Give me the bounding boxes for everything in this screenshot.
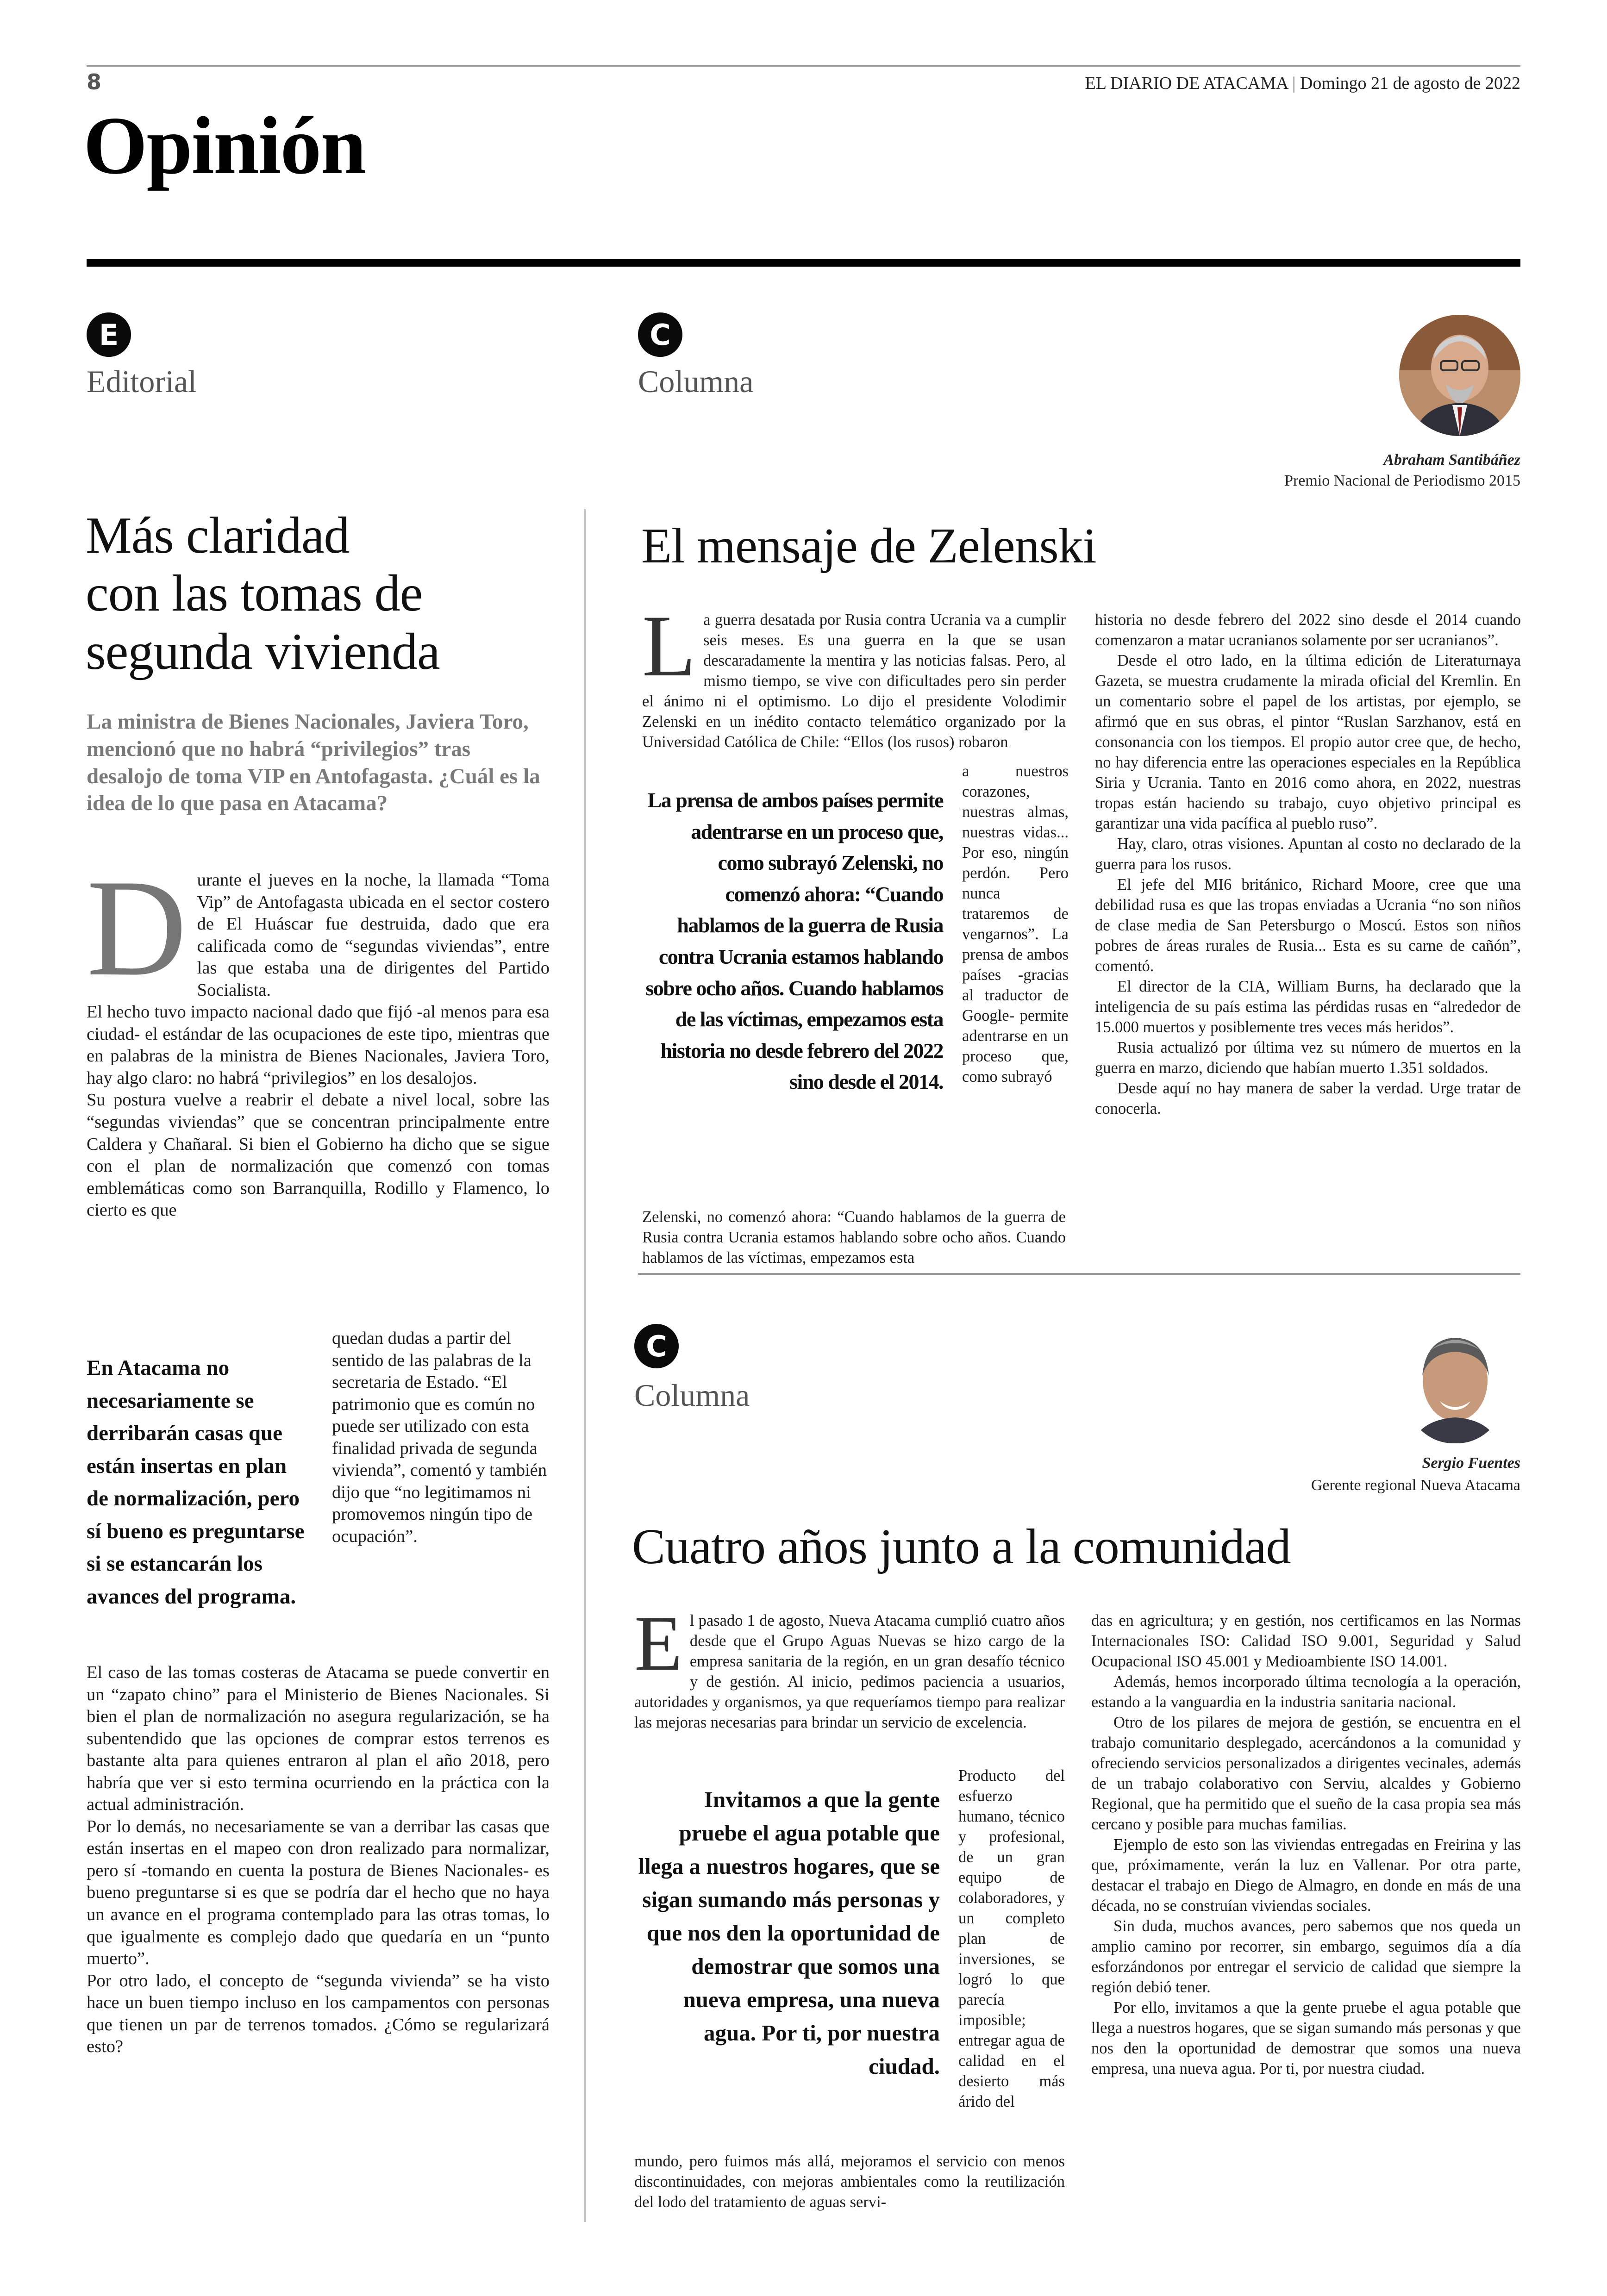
column1-kicker: Columna <box>638 364 754 399</box>
section-rule <box>87 259 1520 267</box>
editorial-body-bottom <box>87 1662 550 2058</box>
column1-right <box>1095 610 1521 1119</box>
column2-paragraph: Además, hemos incorporado última tecnología a la operación, estando a la vanguardia en la industria sanitaria nacional. <box>1091 1672 1521 1711</box>
column1-dropcap: L <box>642 598 696 695</box>
editorial-headline-line: con las tomas de <box>86 565 423 623</box>
editorial-badge: E <box>87 312 131 357</box>
sergio-fuentes-avatar <box>1403 1325 1507 1443</box>
editorial-paragraph: El hecho tuvo impacto nacional dado que fijó -al menos para esa ciudad- el estándar de las ocupaciones de este tipo, mientras que en palabras de la ministra de Bienes Nacionales, Javiera Toro, hay algo claro: no habrá “privilegios” en los desalojos. <box>87 1002 550 1088</box>
column1-paragraph: Desde aquí no hay manera de saber la verdad. Urge tratar de conocerla. <box>1095 1079 1521 1117</box>
column2-paragraph: Producto del esfuerzo humano, técnico y profesional, de un gran equipo de colaboradores, y un completo plan de inversiones, se logró lo que parecía imposible; entregar agua de calidad en el desierto más árido del <box>958 1767 1065 2110</box>
editorial-dropcap: D <box>87 851 187 1004</box>
column1-pullquote: La prensa de ambos países permite adentrarse en un proceso que, como subrayó Zelenski, no comenzó ahora: “Cuando hablamos de la guerra de Rusia contra Ucrania estamos hablando sobre ocho años. Cuando hablamos de las víctimas, empezamos esta historia no desde febrero del 2022 sino desde el 2014. <box>645 788 943 1094</box>
abraham-santibanez-avatar <box>1399 315 1520 436</box>
column1-paragraph: historia no desde febrero del 2022 sino desde el 2014 cuando comenzaron a matar ucranianos solamente por ser ucranianos”. <box>1095 611 1521 649</box>
column2-headline: Cuatro años junto a la comunidad <box>632 1519 1291 1574</box>
column2-pullquote: Invitamos a que la gente pruebe el agua potable que llega a nuestros hogares, que se sigan sumando más personas y que nos den la oportunidad de demostrar que somos una nueva empresa, una nueva agua. Por ti, por nuestra ciudad. <box>638 1787 940 2079</box>
editorial-paragraph: Su postura vuelve a reabrir el debate a nivel local, sobre las “segundas viviendas” que se concentran principalmente entre Caldera y Chañaral. Si bien el Gobierno ha dicho que se sigue con el plan de normalización que comenzó con tomas emblemáticas como son Barranquilla, Rodillo y Flamenco, lo cierto es que <box>87 1090 550 1220</box>
column2-kicker: Columna <box>634 1378 750 1413</box>
column2-right <box>1091 1611 1521 2079</box>
column2-paragraph: Otro de los pilares de mejora de gestión, se encuentra en el trabajo comunitario desplegado, acercándonos a la comunidad y ofreciendo servicios personalizados a dirigentes vecinales, además de un trabajo colaborativo con Serviu, alcaldes y Gobierno Regional, que ha permitido que el sueño de la casa propia sea más cercano y posible para muchas familias. <box>1091 1713 1521 1833</box>
newspaper-name: EL DIARIO DE ATACAMA <box>1085 74 1288 93</box>
editorial-body-narrow <box>332 1328 550 1547</box>
editorial-paragraph: Por lo demás, no necesariamente se van a derribar las casas que están insertas en el mapeo con dron realizado para normalizar, pero sí -tomando en cuenta la postura de Bienes Nacionales- es bueno preguntarse si es que se podría dar el hecho que no haya un avance en el programa contemplado para las otras tomas, lo que igualmente es complejo dado que quedaría en un “punto muerto”. <box>87 1816 550 1969</box>
editorial-kicker: Editorial <box>87 364 197 399</box>
column-divider <box>584 509 586 2222</box>
column2-badge: C <box>634 1324 679 1368</box>
page-number: 8 <box>87 69 102 94</box>
column2-paragraph: Por ello, invitamos a que la gente pruebe el agua potable que llega a nuestros hogares, que se sigan sumando más personas y que nos den la oportunidad de demostrar que somos una nueva empresa, una nueva agua. Por ti, por nuestra ciudad. <box>1091 1998 1521 2078</box>
editorial-lead: La ministra de Bienes Nacionales, Javiera Toro, mencionó que no habrá “privilegios” tras desalojo de toma VIP en Antofagasta. ¿Cuál es la idea de lo que pasa en Atacama? <box>87 710 540 816</box>
column1-headline: El mensaje de Zelenski <box>641 518 1096 574</box>
editorial-paragraph: quedan dudas a partir del sentido de las palabras de la secretaria de Estado. “El patrimonio que es común no puede ser utilizado con esta finalidad privada de segunda vivienda”, comentó y también dijo que “no legitimamos ni promovemos ningún tipo de ocupación”. <box>332 1329 547 1546</box>
editorial-paragraph: El caso de las tomas costeras de Atacama se puede convertir en un “zapato chino” para el Ministerio de Bienes Nacionales. Si bien el plan de normalización no asegura regularización, se ha subentendido que las opciones de comprar estos terrenos es bastante alta para quienes entraron al plan el año 2018, pero habría que ver si esto termina ocurriendo en la práctica con la actual administración. <box>87 1663 550 1815</box>
column1-paragraph: Desde el otro lado, en la última edición de Literaturnaya Gazeta, se muestra crudamente la mirada oficial del Kremlin. En un comentario sobre el papel de los artistas, por ejemplo, se afirmó que en sus obras, el pintor “Ruslan Sarzhanov, está en consonancia con los tiempos. El propio autor cree que, de hecho, no hay diferencia entre las operaciones especiales en la República Siria y Ucrania. Tanto en 2016 como ahora, en 2022, nuestras tropas están haciendo su trabajo, cuyo objetivo principal es garantizar una vida pacífica al pueblo ruso”. <box>1095 651 1521 832</box>
column2-paragraph: mundo, pero fuimos más allá, mejoramos el servicio con menos discontinuidades, con mejoras ambientales como la reutilización del lodo del tratamiento de aguas servi- <box>634 2152 1065 2211</box>
column1-paragraph: Rusia actualizó por última vez su número de muertos en la guerra en marzo, diciendo que habían muerto 1.351 soldados. <box>1095 1038 1521 1077</box>
column2-author: Sergio Fuentes <box>1422 1454 1520 1472</box>
column2-dropcap: E <box>634 1600 682 1687</box>
issue-date: Domingo 21 de agosto de 2022 <box>1300 74 1520 93</box>
editorial-headline <box>86 507 572 681</box>
column1-author-role: Premio Nacional de Periodismo 2015 <box>1284 472 1520 489</box>
editorial-headline-line: segunda vivienda <box>86 623 440 680</box>
editorial-pullquote: En Atacama no necesariamente se derribarán casas que están insertas en plan de normalización, pero sí bueno es preguntarse si se estancarán los avances del programa. <box>87 1356 305 1609</box>
column2-narrow <box>958 1766 1065 2112</box>
editorial-headline-line: Más claridad <box>86 507 350 564</box>
column2-author-role: Gerente regional Nueva Atacama <box>1311 1477 1520 1494</box>
column2-paragraph: Ejemplo de esto son las viviendas entregadas en Freirina y las que, próximamente, verán la luz en Vallenar. Por otra parte, destacar el trabajo en Diego de Almagro, en donde en más de una década, no se construían viviendas sociales. <box>1091 1835 1521 1915</box>
column1-badge: C <box>638 312 682 357</box>
column1-paragraph: El director de la CIA, William Burns, ha declarado que la inteligencia de su país estima las pérdidas rusas en “alrededor de 15.000 muertos y posiblemente tres veces más heridos”. <box>1095 977 1521 1036</box>
column2-paragraph: das en agricultura; y en gestión, nos certificamos en las Normas Internacionales ISO: Calidad ISO 9.001, Seguridad y Salud Ocupacional ISO 45.001 y Medioambiente ISO 14.001. <box>1091 1612 1521 1670</box>
columns-divider <box>638 1273 1520 1275</box>
column2-intro <box>634 1600 1065 1733</box>
column1-tail <box>642 1207 1066 1268</box>
column1-narrow <box>962 761 1069 1087</box>
masthead-separator: | <box>1292 74 1296 93</box>
column1-intro <box>642 598 1066 753</box>
masthead <box>1085 73 1520 94</box>
column1-paragraph: Zelenski, no comenzó ahora: “Cuando hablamos de la guerra de Rusia contra Ucrania estamos hablando sobre ocho años. Cuando hablamos de las víctimas, empezamos esta <box>642 1208 1066 1267</box>
column1-paragraph: a guerra desatada por Rusia contra Ucrania va a cumplir seis meses. Es una guerra en la que se usan descaradamente la mentira y las noticias falsas. Pero, al mismo tiempo, se vive con dificultades pero sin perder el ánimo ni el optimismo. Lo dijo el presidente Volodimir Zelenski en un inédito contacto telemático organizado por la Universidad Católica de Chile: “Ellos (los rusos) robaron <box>642 611 1066 751</box>
column2-tail <box>634 2152 1065 2213</box>
column1-paragraph: Hay, claro, otras visiones. Apuntan al costo no declarado de la guerra para los rusos. <box>1095 835 1521 873</box>
column2-paragraph: l pasado 1 de agosto, Nueva Atacama cumplió cuatro años desde que el Grupo Aguas Nuevas se hizo cargo de la empresa sanitaria de la región, en un gran desafío técnico y de gestión. Al inicio, pedimos paciencia a usuarios, autoridades y organismos, ya que requeríamos tiempo para realizar las mejoras necesarias para brindar un servicio de excelencia. <box>634 1612 1065 1731</box>
top-rule <box>87 65 1520 67</box>
editorial-paragraph: Por otro lado, el concepto de “segunda vivienda” se ha visto hace un buen tiempo incluso en los campamentos con personas que tienen un par de terrenos tomados. ¿Cómo se regularizará esto? <box>87 1971 550 2057</box>
column2-paragraph: Sin duda, muchos avances, pero sabemos que nos queda un amplio camino por recorrer, sin embargo, seguimos día a día esforzándonos por entregar el servicio de calidad que siempre la región debió tener. <box>1091 1917 1521 1996</box>
column1-author: Abraham Santibáñez <box>1383 451 1520 468</box>
editorial-body-top <box>87 851 550 1222</box>
column1-paragraph: El jefe del MI6 británico, Richard Moore, cree que una debilidad rusa es que las tropas enviadas a Ucrania “no son niños de clase media de San Petersburgo o Moscú. Estos son niños pobres de áreas rurales de Rusia... Esta es su carne de cañón”, comentó. <box>1095 875 1521 975</box>
column1-paragraph: a nuestros corazones, nuestras almas, nuestras vidas... Por eso, ningún perdón. Pero nunca trataremos de vengarnos”. La prensa de ambos países -gracias al traductor de Google- permite adentrarse en un proceso que, como subrayó <box>962 762 1069 1086</box>
section-title: Opinión <box>83 100 366 191</box>
editorial-paragraph: urante el jueves en la noche, la llamada “Toma Vip” de Antofagasta ubicada en el sector costero de El Huáscar fue destruida, dado que era calificada como de “segundas viviendas”, entre las que estaba una de dirigentes del Partido Socialista. <box>197 870 550 1000</box>
